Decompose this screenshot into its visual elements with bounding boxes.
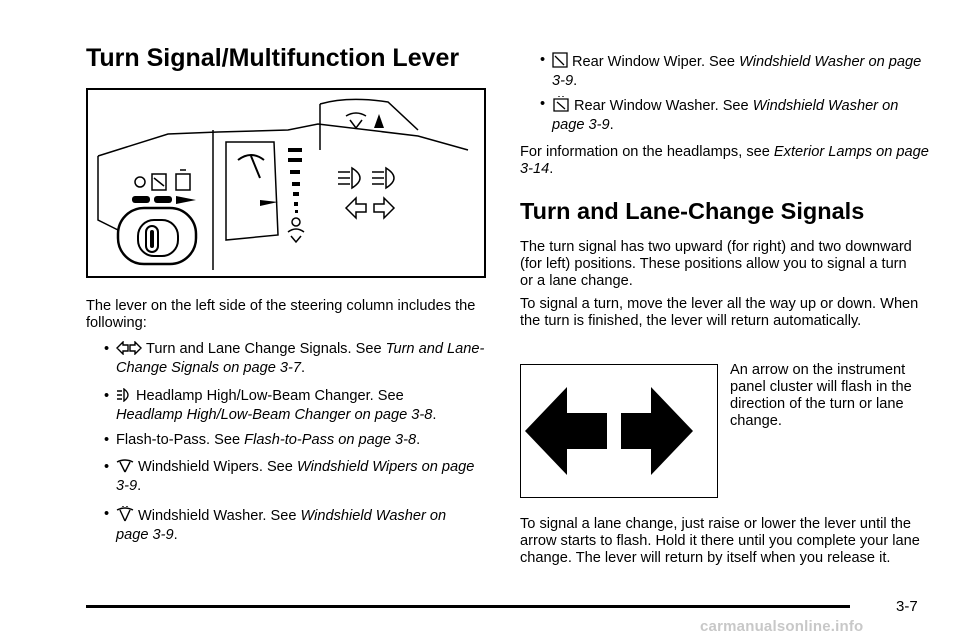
list-item: • Rear Window Wiper. See Windshield Washer on page 3-9. (540, 52, 922, 89)
headlamp-icons (338, 168, 394, 188)
list-item: • Rear Window Washer. See Windshield Washer on page 3-9. (540, 96, 899, 133)
cross-reference-link[interactable]: Windshield Wipers on page 3-9 (116, 459, 475, 494)
turn-arrows-drawing (521, 365, 716, 496)
list-item: • Turn and Lane Change Signals. See Turn and Lane-Change Signals on page 3-7. (104, 341, 485, 376)
washer-label-icon (346, 113, 384, 128)
watermark: carmanualsonline.info (700, 618, 864, 635)
windshield-washer-icon (116, 506, 134, 527)
paragraph: To signal a turn, move the lever all the way up or down. When the turn is finished, the lever will return automatically. (520, 296, 919, 329)
cross-reference-link[interactable]: Windshield Washer on page 3-9 (552, 98, 899, 133)
turn-arrows-icon (346, 198, 394, 218)
list-item: • Flash-to-Pass. See Flash-to-Pass on page 3-8. (104, 432, 421, 448)
intro-text: The lever on the left side of the steering column includes the following: (86, 298, 476, 331)
cross-reference-link[interactable]: Turn and Lane-Change Signals on page 3-7 (116, 341, 485, 376)
cross-reference-link[interactable]: Exterior Lamps on page 3-14 (520, 144, 929, 177)
cross-reference-link[interactable]: Flash-to-Pass on page 3-8 (244, 432, 417, 448)
rear-window-washer-icon (552, 96, 570, 117)
cross-reference-link[interactable]: Windshield Washer on page 3-9 (116, 508, 447, 543)
list-item: • Windshield Washer. See Windshield Washer on page 3-9. (104, 506, 447, 543)
multifunction-lever-illustration (86, 88, 486, 278)
wiper-speed-scale (288, 148, 304, 242)
rotary-knob (118, 208, 196, 264)
right-arrow-icon (621, 387, 693, 475)
windshield-wiper-icon (116, 459, 134, 478)
turn-signal-arrows-icon (116, 341, 142, 360)
list-item: • Windshield Wipers. See Windshield Wipers on page 3-9. (104, 459, 475, 494)
page-number: 3-7 (896, 598, 918, 615)
headlamp-high-beam-icon (116, 388, 132, 407)
headlamp-info: For information on the headlamps, see Exterior Lamps on page 3-14. (520, 144, 929, 177)
lever-drawing (88, 90, 484, 276)
left-arrow-icon (525, 387, 607, 475)
section-title: Turn and Lane-Change Signals (520, 198, 865, 224)
cross-reference-link[interactable]: Windshield Washer on page 3-9 (552, 54, 922, 89)
arrow-caption: An arrow on the instrument panel cluster will flash in the direction of the turn or lane change. (730, 362, 912, 429)
cross-reference-link[interactable]: Headlamp High/Low-Beam Changer on page 3-8 (116, 407, 433, 423)
list-item: • Headlamp High/Low-Beam Changer. See Headlamp High/Low-Beam Changer on page 3-8. (104, 388, 437, 423)
paragraph: The turn signal has two upward (for right) and two downward (for left) positions. These positions allow you to signal a turn or a lane change. (520, 239, 912, 289)
turn-arrow-illustration (520, 364, 718, 498)
page-title: Turn Signal/Multifunction Lever (86, 44, 460, 72)
rear-window-wiper-icon (552, 52, 568, 73)
footer-rule (86, 605, 850, 608)
paragraph: To signal a lane change, just raise or lower the lever until the arrow starts to flash. Hold it there until you complete your lane change. The lever will return by itself when you release it. (520, 516, 920, 566)
bullet-dot: • (104, 341, 110, 357)
rear-wiper-icons (132, 170, 196, 204)
